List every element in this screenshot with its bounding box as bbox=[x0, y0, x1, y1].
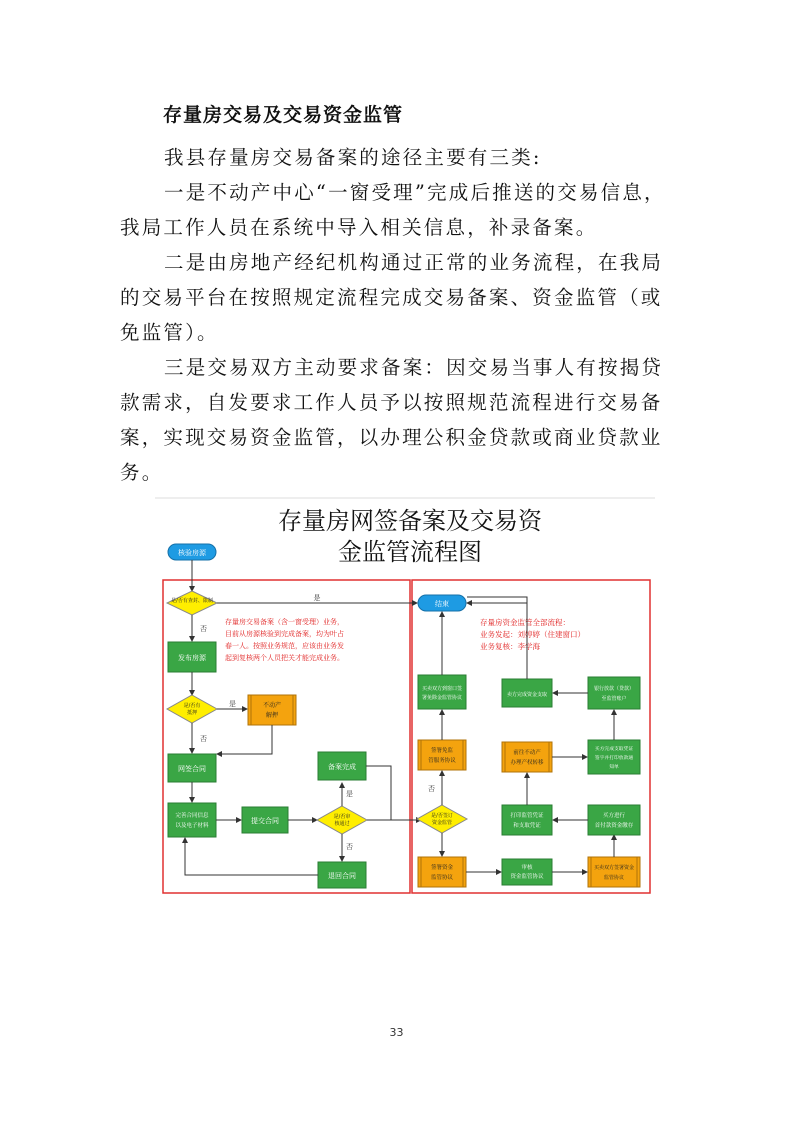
svg-text:发布房源: 发布房源 bbox=[178, 654, 206, 662]
svg-text:起到复核两个人员把关才能完成业务。: 起到复核两个人员把关才能完成业务。 bbox=[225, 654, 344, 662]
svg-text:是/否签订: 是/否签订 bbox=[431, 813, 453, 819]
svg-text:业务复核：李学海: 业务复核：李学海 bbox=[480, 642, 540, 651]
svg-text:否: 否 bbox=[200, 735, 207, 743]
svg-text:结束: 结束 bbox=[435, 600, 449, 608]
flowchart-figure bbox=[155, 497, 655, 897]
intro-paragraph: 我县存量房交易备案的途径主要有三类: bbox=[164, 146, 542, 169]
svg-text:是/否审: 是/否审 bbox=[333, 814, 351, 820]
svg-text:备案完成: 备案完成 bbox=[328, 763, 356, 771]
flowchart-title-line2: 金监管流程图 bbox=[338, 538, 482, 566]
svg-text:签署资金: 签署资金 bbox=[430, 865, 454, 871]
svg-text:春一人。按照业务规范，应该由业务发: 春一人。按照业务规范，应该由业务发 bbox=[225, 642, 344, 650]
svg-text:是: 是 bbox=[346, 790, 353, 798]
svg-text:否: 否 bbox=[200, 625, 207, 633]
sign-supervise-node bbox=[418, 857, 466, 887]
svg-text:网签合同: 网签合同 bbox=[178, 765, 206, 773]
svg-text:存量房资金监管全部流程：: 存量房资金监管全部流程： bbox=[480, 618, 570, 627]
exempt-agreement-node bbox=[418, 675, 466, 709]
svg-text:否: 否 bbox=[428, 785, 435, 793]
page-number: 33 bbox=[389, 1026, 404, 1039]
complete-info-node bbox=[168, 803, 216, 837]
svg-text:退回合同: 退回合同 bbox=[328, 872, 356, 880]
route-one-paragraph: 一是不动产中心“一窗受理”完成后推送的交易信息，我局工作人员在系统中导入相关信息，补录备案。 bbox=[120, 181, 666, 239]
svg-text:审核: 审核 bbox=[521, 865, 533, 871]
svg-text:办理产权转移: 办理产权转移 bbox=[510, 760, 544, 766]
route-two-paragraph: 二是由房地产经纪机构通过正常的业务流程，在我局的交易平台在按照规定流程完成交易备案、资金监管（或免监管）。 bbox=[120, 251, 664, 344]
svg-text:前往不动产: 前往不动产 bbox=[513, 750, 541, 756]
svg-text:是/否有: 是/否有 bbox=[183, 703, 201, 709]
bank-loan-node bbox=[588, 677, 640, 709]
release-node bbox=[248, 695, 296, 725]
svg-text:提交合同: 提交合同 bbox=[251, 817, 279, 825]
svg-text:解押: 解押 bbox=[265, 712, 279, 719]
svg-text:否: 否 bbox=[346, 843, 353, 851]
svg-text:存量房交易备案（含一窗受理）业务，: 存量房交易备案（含一窗受理）业务， bbox=[225, 618, 344, 626]
svg-text:资金监管协议: 资金监管协议 bbox=[510, 874, 544, 880]
svg-text:资金监管: 资金监管 bbox=[431, 820, 453, 826]
print-voucher-node bbox=[502, 805, 552, 835]
svg-text:是: 是 bbox=[313, 594, 321, 602]
review-node bbox=[502, 859, 552, 885]
svg-text:核验房源: 核验房源 bbox=[178, 549, 206, 557]
svg-text:买卖双方签署资金: 买卖双方签署资金 bbox=[593, 865, 635, 871]
section-heading: 存量房交易及交易资金监管 bbox=[163, 104, 404, 126]
buyer-deposit-node bbox=[588, 805, 640, 835]
flowchart-title-line1: 存量房网签备案及交易资 bbox=[278, 507, 542, 535]
svg-text:银行放款（贷款）: 银行放款（贷款） bbox=[593, 686, 635, 692]
svg-text:签署免监: 签署免监 bbox=[430, 748, 454, 754]
svg-text:打印监管凭证: 打印监管凭证 bbox=[510, 813, 544, 819]
transfer-node bbox=[502, 742, 552, 772]
svg-text:签字并打印放款通: 签字并打印放款通 bbox=[594, 756, 634, 761]
svg-text:是: 是 bbox=[229, 700, 236, 708]
svg-text:目前从房源核验到完成备案，均为叶占: 目前从房源核验到完成备案，均为叶占 bbox=[225, 630, 344, 638]
route-three-paragraph: 三是交易双方主动要求备案：因交易当事人有按揭贷款需求，自发要求工作人员予以按照规范流程进行交易备案，实现交易资金监管，以办理公积金贷款或商业贷款业务。 bbox=[120, 356, 664, 484]
svg-text:核通过: 核通过 bbox=[334, 821, 350, 827]
svg-text:是/否有查封、限制: 是/否有查封、限制 bbox=[171, 598, 213, 604]
svg-text:买方进行: 买方进行 bbox=[602, 813, 626, 819]
svg-text:以及电子材料: 以及电子材料 bbox=[175, 823, 209, 829]
svg-text:管服务协议: 管服务协议 bbox=[428, 758, 456, 764]
svg-text:知单: 知单 bbox=[609, 765, 619, 770]
svg-text:买卖双方到窗口签: 买卖双方到窗口签 bbox=[421, 686, 463, 692]
sign-exempt-node bbox=[418, 740, 466, 770]
svg-text:抵押: 抵押 bbox=[186, 710, 198, 716]
buyer-sign-node bbox=[588, 857, 640, 887]
svg-text:卖方完成资金支取: 卖方完成资金支取 bbox=[506, 692, 548, 698]
svg-text:和支取凭证: 和支取凭证 bbox=[513, 823, 541, 829]
svg-text:监管协议: 监管协议 bbox=[603, 875, 625, 881]
svg-text:业务发起：刘婷婷（住建窗口）: 业务发起：刘婷婷（住建窗口） bbox=[480, 630, 585, 639]
svg-text:至监管账户: 至监管账户 bbox=[601, 696, 627, 702]
svg-text:完善合同信息: 完善合同信息 bbox=[175, 813, 209, 819]
svg-text:首付款资金缴存: 首付款资金缴存 bbox=[594, 823, 634, 829]
svg-text:不动产: 不动产 bbox=[262, 702, 282, 709]
svg-text:买方完成支取凭证: 买方完成支取凭证 bbox=[594, 747, 634, 752]
svg-text:署免除金监管协议: 署免除金监管协议 bbox=[421, 695, 463, 701]
svg-text:监管协议: 监管协议 bbox=[430, 875, 454, 881]
